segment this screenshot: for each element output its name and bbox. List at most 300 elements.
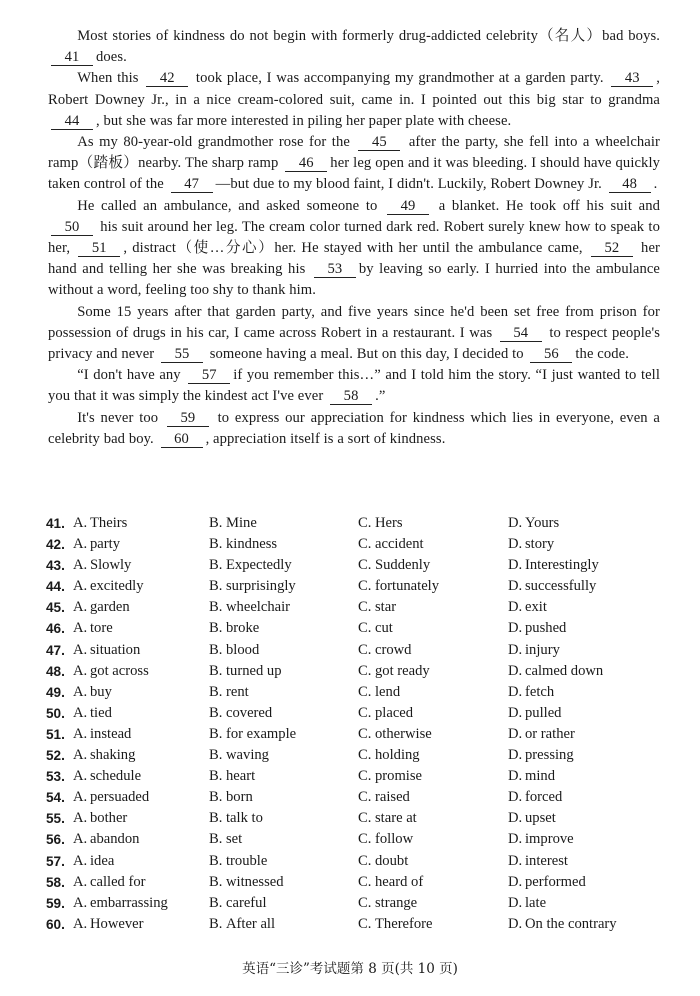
option-b bbox=[209, 703, 272, 724]
option-text: holding bbox=[375, 747, 420, 764]
option-text: got across bbox=[90, 662, 149, 679]
option-letter: C. bbox=[358, 557, 372, 574]
question-number: 49. bbox=[46, 684, 65, 700]
option-text: excitedly bbox=[90, 578, 144, 595]
passage-text: a blanket. He took off his suit and bbox=[432, 197, 660, 214]
option-text: idea bbox=[90, 852, 115, 869]
option-text: called for bbox=[90, 873, 146, 890]
option-text: pushed bbox=[525, 620, 567, 637]
option-row-51 bbox=[46, 724, 666, 745]
option-text: turned up bbox=[226, 662, 282, 679]
passage-text: the code. bbox=[575, 346, 629, 363]
option-a bbox=[73, 576, 144, 597]
option-row-44 bbox=[46, 576, 666, 597]
option-text: Yours bbox=[525, 515, 560, 531]
option-letter: D. bbox=[508, 704, 523, 721]
passage-text: It's never too bbox=[77, 409, 164, 426]
option-letter: D. bbox=[508, 831, 523, 848]
option-text: wheelchair bbox=[226, 599, 291, 616]
option-text: Hers bbox=[375, 515, 403, 531]
option-text: successfully bbox=[525, 578, 597, 595]
option-letter: D. bbox=[508, 873, 523, 890]
passage-text: Some 15 years after that garden party, and five years since he'd been set free from prison for possession of drugs in his car, I came across Robert in a restaurant. I was bbox=[48, 303, 660, 341]
option-c bbox=[358, 703, 413, 724]
question-number: 48. bbox=[46, 663, 65, 679]
passage-paragraph bbox=[48, 408, 660, 450]
page-footer: 英语“三诊”考试题第 8 页(共 10 页) bbox=[242, 961, 458, 977]
option-text: set bbox=[226, 831, 243, 848]
option-c bbox=[358, 682, 400, 703]
option-b bbox=[209, 576, 296, 597]
option-b bbox=[209, 914, 275, 935]
option-a bbox=[73, 893, 168, 914]
passage-paragraph bbox=[48, 26, 660, 68]
passage-text: to express our appreciation for kindness which lies in everyone, even a celebrity bad boy. bbox=[48, 409, 660, 447]
option-text: promise bbox=[375, 768, 423, 785]
option-row-55 bbox=[46, 808, 666, 829]
option-letter: D. bbox=[508, 915, 523, 932]
blank-49: 49 bbox=[387, 198, 429, 215]
option-letter: A. bbox=[73, 810, 88, 827]
option-text: broke bbox=[226, 620, 260, 637]
option-d bbox=[508, 513, 559, 534]
option-row-49 bbox=[46, 682, 666, 703]
option-text: injury bbox=[525, 641, 560, 658]
option-letter: C. bbox=[358, 852, 372, 869]
option-letter: B. bbox=[209, 578, 223, 595]
option-letter: C. bbox=[358, 747, 372, 764]
option-text: persuaded bbox=[90, 789, 150, 806]
question-number: 53. bbox=[46, 769, 65, 785]
option-c bbox=[358, 893, 417, 914]
option-letter: D. bbox=[508, 620, 523, 637]
option-c bbox=[358, 576, 439, 597]
options-list bbox=[46, 513, 666, 935]
passage-text: her hand and telling her she was breaking his bbox=[48, 240, 660, 278]
option-c bbox=[358, 661, 430, 682]
option-letter: B. bbox=[209, 873, 223, 890]
option-letter: B. bbox=[209, 894, 223, 911]
option-text: Expectedly bbox=[226, 557, 292, 574]
option-text: accident bbox=[375, 536, 424, 553]
option-letter: B. bbox=[209, 620, 223, 637]
option-row-47 bbox=[46, 640, 666, 661]
passage-text: “I don't have any bbox=[77, 367, 186, 384]
option-row-41 bbox=[46, 513, 666, 534]
option-letter: A. bbox=[73, 641, 88, 658]
option-b bbox=[209, 724, 296, 745]
option-d bbox=[508, 851, 568, 872]
option-text: heard of bbox=[375, 873, 424, 890]
option-letter: B. bbox=[209, 704, 223, 721]
option-letter: A. bbox=[73, 515, 88, 531]
option-letter: C. bbox=[358, 536, 372, 553]
option-text: mind bbox=[525, 768, 555, 785]
option-b bbox=[209, 640, 259, 661]
option-a bbox=[73, 851, 114, 872]
option-text: covered bbox=[226, 704, 273, 721]
option-text: heart bbox=[226, 768, 256, 785]
passage-text: does. bbox=[96, 49, 127, 66]
option-d bbox=[508, 787, 562, 808]
option-letter: A. bbox=[73, 852, 88, 869]
option-a bbox=[73, 513, 127, 534]
passage-paragraph bbox=[48, 68, 660, 132]
option-letter: D. bbox=[508, 747, 523, 764]
option-text: witnessed bbox=[226, 873, 284, 890]
question-number: 52. bbox=[46, 748, 65, 764]
option-text: fetch bbox=[525, 683, 555, 700]
option-letter: B. bbox=[209, 725, 223, 742]
option-c bbox=[358, 618, 393, 639]
option-letter: A. bbox=[73, 662, 88, 679]
option-letter: D. bbox=[508, 810, 523, 827]
passage-text: to respect people's privacy and never bbox=[48, 324, 660, 363]
option-letter: A. bbox=[73, 873, 88, 890]
option-c bbox=[358, 851, 408, 872]
option-d bbox=[508, 576, 596, 597]
blank-53: 53 bbox=[314, 261, 356, 278]
option-letter: A. bbox=[73, 894, 88, 911]
option-a bbox=[73, 808, 127, 829]
passage-text: took place, I was accompanying my grandmother at a garden party. bbox=[191, 70, 609, 87]
passage-text: , but she was far more interested in piling her paper plate with cheese. bbox=[96, 112, 512, 129]
option-letter: A. bbox=[73, 578, 88, 595]
option-letter: C. bbox=[358, 915, 372, 932]
passage-text: Most stories of kindness do not begin with formerly drug-addicted celebrity（名人）bad boys. bbox=[77, 28, 660, 44]
option-d bbox=[508, 555, 599, 576]
passage bbox=[48, 26, 660, 450]
option-letter: B. bbox=[209, 789, 223, 806]
option-letter: C. bbox=[358, 873, 372, 890]
option-d bbox=[508, 534, 554, 555]
option-b bbox=[209, 851, 267, 872]
passage-text: —but due to my blood faint, I didn't. Luckily, Robert Downey Jr. bbox=[215, 176, 606, 193]
option-a bbox=[73, 724, 131, 745]
option-c bbox=[358, 914, 433, 935]
option-row-57 bbox=[46, 851, 666, 872]
option-text: pressing bbox=[525, 747, 574, 764]
option-text: born bbox=[226, 789, 253, 806]
passage-text: , Robert Downey Jr., in a nice cream-colored suit, came in. I pointed out this big star to grandma bbox=[48, 70, 660, 108]
option-text: Theirs bbox=[90, 515, 128, 531]
question-number: 50. bbox=[46, 705, 65, 721]
option-text: instead bbox=[90, 725, 132, 742]
option-text: star bbox=[375, 599, 397, 616]
option-text: garden bbox=[90, 599, 130, 616]
option-row-50 bbox=[46, 703, 666, 724]
option-text: lend bbox=[375, 683, 401, 700]
passage-text: . bbox=[653, 176, 658, 193]
option-text: interest bbox=[525, 852, 568, 869]
option-text: talk to bbox=[226, 810, 263, 827]
option-b bbox=[209, 555, 292, 576]
option-letter: C. bbox=[358, 683, 372, 700]
option-row-53 bbox=[46, 766, 666, 787]
option-letter: D. bbox=[508, 515, 523, 531]
option-c bbox=[358, 745, 420, 766]
option-letter: C. bbox=[358, 768, 372, 785]
blank-57: 57 bbox=[188, 367, 230, 384]
option-letter: A. bbox=[73, 557, 88, 574]
option-letter: B. bbox=[209, 557, 223, 574]
option-text: or rather bbox=[525, 725, 575, 742]
option-letter: D. bbox=[508, 578, 523, 595]
question-number: 51. bbox=[46, 726, 65, 742]
option-c bbox=[358, 829, 413, 850]
option-text: rent bbox=[226, 683, 249, 700]
option-text: tied bbox=[90, 704, 112, 721]
option-text: doubt bbox=[375, 852, 409, 869]
passage-paragraph bbox=[48, 302, 660, 366]
blank-50: 50 bbox=[51, 219, 93, 236]
option-letter: C. bbox=[358, 599, 372, 616]
option-letter: C. bbox=[358, 831, 372, 848]
option-row-52 bbox=[46, 745, 666, 766]
option-d bbox=[508, 661, 603, 682]
option-letter: B. bbox=[209, 515, 223, 531]
option-d bbox=[508, 914, 617, 935]
passage-text: someone having a meal. But on this day, I decided to bbox=[206, 346, 528, 363]
option-text: otherwise bbox=[375, 725, 432, 742]
passage-paragraph bbox=[48, 132, 660, 196]
option-row-48 bbox=[46, 661, 666, 682]
option-b bbox=[209, 661, 282, 682]
option-b bbox=[209, 745, 269, 766]
question-number: 57. bbox=[46, 853, 65, 869]
option-row-58 bbox=[46, 872, 666, 893]
option-c bbox=[358, 555, 430, 576]
option-text: Therefore bbox=[375, 915, 433, 932]
option-letter: A. bbox=[73, 831, 88, 848]
option-text: follow bbox=[375, 831, 414, 848]
option-d bbox=[508, 745, 574, 766]
passage-text: after the party, she fell into a wheelchair ramp（踏板）nearby. The sharp ramp bbox=[48, 134, 660, 172]
option-letter: B. bbox=[209, 536, 223, 553]
option-a bbox=[73, 703, 112, 724]
option-text: However bbox=[90, 915, 144, 932]
option-letter: D. bbox=[508, 662, 523, 679]
option-a bbox=[73, 787, 149, 808]
option-b bbox=[209, 513, 257, 534]
option-c bbox=[358, 513, 403, 534]
passage-text: He called an ambulance, and asked someone to bbox=[77, 197, 385, 214]
option-d bbox=[508, 703, 561, 724]
blank-42: 42 bbox=[146, 70, 188, 87]
option-text: crowd bbox=[375, 641, 412, 658]
option-text: embarrassing bbox=[90, 894, 168, 911]
option-text: surprisingly bbox=[226, 578, 296, 595]
option-text: situation bbox=[90, 641, 141, 658]
option-d bbox=[508, 682, 554, 703]
option-letter: D. bbox=[508, 852, 523, 869]
option-text: After all bbox=[226, 915, 276, 932]
option-b bbox=[209, 534, 277, 555]
option-letter: C. bbox=[358, 662, 372, 679]
blank-59: 59 bbox=[167, 410, 209, 427]
option-a bbox=[73, 914, 144, 935]
blank-55: 55 bbox=[161, 346, 203, 363]
passage-text: , appreciation itself is a sort of kindness. bbox=[205, 430, 446, 447]
question-number: 41. bbox=[46, 516, 65, 531]
option-row-56 bbox=[46, 829, 666, 850]
option-text: Suddenly bbox=[375, 557, 431, 574]
option-text: bother bbox=[90, 810, 128, 827]
option-letter: A. bbox=[73, 768, 88, 785]
option-text: party bbox=[90, 536, 120, 553]
option-letter: B. bbox=[209, 747, 223, 764]
blank-44: 44 bbox=[51, 113, 93, 130]
option-a bbox=[73, 661, 149, 682]
option-a bbox=[73, 618, 113, 639]
option-row-54 bbox=[46, 787, 666, 808]
option-row-43 bbox=[46, 555, 666, 576]
option-text: schedule bbox=[90, 768, 142, 785]
option-d bbox=[508, 872, 586, 893]
option-d bbox=[508, 893, 546, 914]
option-text: calmed down bbox=[525, 662, 604, 679]
option-b bbox=[209, 893, 267, 914]
option-row-59 bbox=[46, 893, 666, 914]
option-text: Slowly bbox=[90, 557, 132, 574]
question-number: 47. bbox=[46, 642, 65, 658]
option-d bbox=[508, 618, 566, 639]
option-c bbox=[358, 724, 432, 745]
option-letter: C. bbox=[358, 725, 372, 742]
option-text: story bbox=[525, 536, 555, 553]
option-letter: B. bbox=[209, 915, 223, 932]
option-letter: A. bbox=[73, 704, 88, 721]
option-letter: B. bbox=[209, 852, 223, 869]
option-d bbox=[508, 808, 556, 829]
passage-text: , distract（使…分心）her. He stayed with her until the ambulance came, bbox=[123, 240, 588, 257]
option-text: placed bbox=[375, 704, 414, 721]
blank-48: 48 bbox=[609, 176, 651, 193]
blank-56: 56 bbox=[530, 346, 572, 363]
option-letter: A. bbox=[73, 683, 88, 700]
blank-58: 58 bbox=[330, 388, 372, 405]
blank-52: 52 bbox=[591, 240, 633, 257]
option-text: tore bbox=[90, 620, 113, 637]
option-letter: B. bbox=[209, 831, 223, 848]
option-text: forced bbox=[525, 789, 563, 806]
question-number: 45. bbox=[46, 600, 65, 616]
option-text: waving bbox=[226, 747, 269, 764]
blank-54: 54 bbox=[500, 325, 542, 342]
option-c bbox=[358, 534, 424, 555]
option-letter: B. bbox=[209, 683, 223, 700]
option-a bbox=[73, 682, 112, 703]
option-a bbox=[73, 872, 146, 893]
question-number: 46. bbox=[46, 621, 65, 637]
option-a bbox=[73, 555, 131, 576]
blank-46: 46 bbox=[285, 155, 327, 172]
option-letter: C. bbox=[358, 620, 372, 637]
option-letter: B. bbox=[209, 662, 223, 679]
passage-text: his suit around her leg. The cream color turned dark red. Robert surely knew how to speak to her, bbox=[48, 218, 660, 257]
question-number: 58. bbox=[46, 874, 65, 890]
question-number: 54. bbox=[46, 790, 65, 806]
option-b bbox=[209, 829, 242, 850]
option-text: blood bbox=[226, 641, 260, 658]
option-text: shaking bbox=[90, 747, 136, 764]
question-number: 43. bbox=[46, 558, 65, 574]
passage-text: As my 80-year-old grandmother rose for the bbox=[77, 134, 356, 151]
option-text: upset bbox=[525, 810, 556, 827]
passage-paragraph bbox=[48, 196, 660, 302]
question-number: 55. bbox=[46, 811, 65, 827]
passage-paragraph bbox=[48, 365, 660, 407]
option-letter: D. bbox=[508, 683, 523, 700]
blank-51: 51 bbox=[78, 240, 120, 257]
option-letter: A. bbox=[73, 747, 88, 764]
option-a bbox=[73, 745, 135, 766]
option-text: for example bbox=[226, 725, 297, 742]
option-letter: B. bbox=[209, 768, 223, 785]
option-b bbox=[209, 682, 249, 703]
option-letter: D. bbox=[508, 768, 523, 785]
passage-text: if you remember this…” and I told him the story. “I just wanted to tell you that it was simply the kindest act I've ever bbox=[48, 367, 660, 405]
blank-45: 45 bbox=[358, 134, 400, 151]
option-text: buy bbox=[90, 683, 112, 700]
option-text: fortunately bbox=[375, 578, 440, 595]
question-number: 60. bbox=[46, 916, 65, 932]
blank-60: 60 bbox=[161, 431, 203, 448]
option-letter: D. bbox=[508, 894, 523, 911]
option-text: abandon bbox=[90, 831, 140, 848]
option-b bbox=[209, 766, 255, 787]
option-row-42 bbox=[46, 534, 666, 555]
option-letter: A. bbox=[73, 599, 88, 616]
option-text: performed bbox=[525, 873, 586, 890]
question-number: 42. bbox=[46, 537, 65, 553]
option-text: Interestingly bbox=[525, 557, 599, 574]
question-number: 44. bbox=[46, 579, 65, 595]
option-b bbox=[209, 597, 290, 618]
option-letter: B. bbox=[209, 810, 223, 827]
option-a bbox=[73, 766, 141, 787]
option-letter: C. bbox=[358, 810, 372, 827]
passage-text: her leg open and it was bleeding. I should have quickly taken control of the bbox=[48, 155, 660, 193]
option-b bbox=[209, 808, 263, 829]
option-b bbox=[209, 872, 284, 893]
option-letter: A. bbox=[73, 536, 88, 553]
option-letter: B. bbox=[209, 641, 223, 658]
option-letter: A. bbox=[73, 725, 88, 742]
option-c bbox=[358, 597, 396, 618]
passage-text: .” bbox=[375, 388, 386, 405]
option-c bbox=[358, 872, 423, 893]
option-row-46 bbox=[46, 618, 666, 639]
option-c bbox=[358, 766, 422, 787]
option-d bbox=[508, 640, 560, 661]
option-d bbox=[508, 597, 547, 618]
option-text: careful bbox=[226, 894, 267, 911]
question-number: 59. bbox=[46, 895, 65, 911]
option-c bbox=[358, 808, 417, 829]
option-text: got ready bbox=[375, 662, 430, 679]
option-a bbox=[73, 829, 139, 850]
option-letter: C. bbox=[358, 515, 372, 531]
option-text: cut bbox=[375, 620, 393, 637]
option-row-60 bbox=[46, 914, 666, 935]
option-letter: D. bbox=[508, 557, 523, 574]
option-b bbox=[209, 787, 253, 808]
option-c bbox=[358, 787, 410, 808]
option-letter: D. bbox=[508, 536, 523, 553]
option-letter: A. bbox=[73, 789, 88, 806]
option-c bbox=[358, 640, 411, 661]
